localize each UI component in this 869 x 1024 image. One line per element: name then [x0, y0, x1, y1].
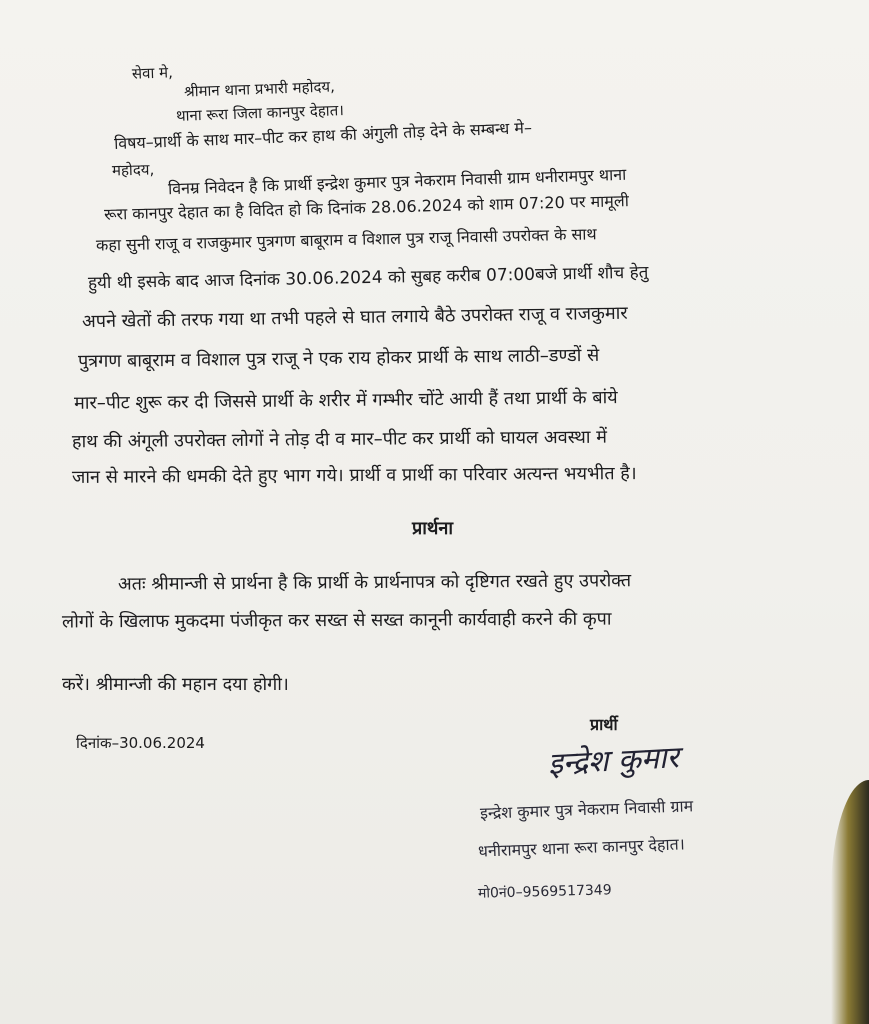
body-line-6: पुत्रगण बाबूराम व विशाल पुत्र राजू ने एक राय होकर प्रार्थी के साथ लाठी–डण्डों से	[77, 344, 600, 373]
subject-line: विषय–प्रार्थी के साथ मार–पीट कर हाथ की अंगुली तोड़ देने के सम्बन्ध मे–	[113, 117, 533, 154]
body-line-1: विनम्र निवेदन है कि प्रार्थी इन्द्रेश कुमार पुत्र नेकराम निवासी ग्राम धनीरामपुर थाना	[167, 164, 627, 199]
prayer-line-2: लोगों के खिलाफ मुकदमा पंजीकृत कर सख्त से सख्त कानूनी कार्यवाही करने की कृपा	[61, 608, 612, 633]
sender-line-1: इन्द्रेश कुमार पुत्र नेकराम निवासी ग्राम	[479, 796, 694, 823]
body-line-3: कहा सुनी राजू व राजकुमार पुत्रगण बाबूराम व विशाल पुत्र राजू निवासी उपरोक्त के साथ	[95, 224, 597, 255]
handwritten-signature: इन्द्रेश कुमार	[547, 740, 680, 782]
body-line-8: हाथ की अंगूली उपरोक्त लोगों ने तोड़ दी व मार–पीट कर प्रार्थी को घायल अवस्था में	[71, 426, 608, 453]
body-line-5: अपने खेतों की तरफ गया था तभी पहले से घात लगाये बैठे उपरोक्त राजू व राजकुमार	[81, 302, 628, 333]
sender-phone: मो0नं0–9569517349	[477, 882, 612, 902]
body-line-2: रूरा कानपुर देहात का है विदित हो कि दिनांक 28.06.2024 को शाम 07:20 पर मामूली	[103, 191, 630, 224]
recipient-line-2: थाना रूरा जिला कानपुर देहात।	[175, 101, 345, 125]
page-edge-shadow	[831, 780, 869, 1024]
prayer-line-1: अतः श्रीमान्जी से प्रार्थना है कि प्रार्थी के प्रार्थनापत्र को दृष्टिगत रखते हुए उपरोक्त	[117, 570, 632, 595]
body-line-4: हुयी थी इसके बाद आज दिनांक 30.06.2024 को सुबह करीब 07:00बजे प्रार्थी शौच हेतु	[87, 262, 649, 294]
recipient-line-1: श्रीमान थाना प्रभारी महोदय,	[183, 77, 336, 101]
greeting: महोदय,	[111, 160, 155, 180]
prayer-heading: प्रार्थना	[412, 518, 454, 539]
salutation-to: सेवा मे,	[131, 63, 174, 83]
sender-line-2: धनीरामपुर थाना रूरा कानपुर देहात।	[477, 834, 686, 861]
letter-date: दिनांक–30.06.2024	[76, 734, 205, 752]
body-line-9: जान से मारने की धमकी देते हुए भाग गये। प्रार्थी व प्रार्थी का परिवार अत्यन्त भयभीत है।	[71, 463, 637, 488]
body-line-7: मार–पीट शुरू कर दी जिससे प्रार्थी के शरीर में गम्भीर चोंटे आयी हैं तथा प्रार्थी के बांये	[73, 387, 618, 414]
prayer-line-3: करें। श्रीमान्जी की महान दया होगी।	[62, 674, 289, 695]
applicant-label: प्रार्थी	[590, 715, 618, 734]
